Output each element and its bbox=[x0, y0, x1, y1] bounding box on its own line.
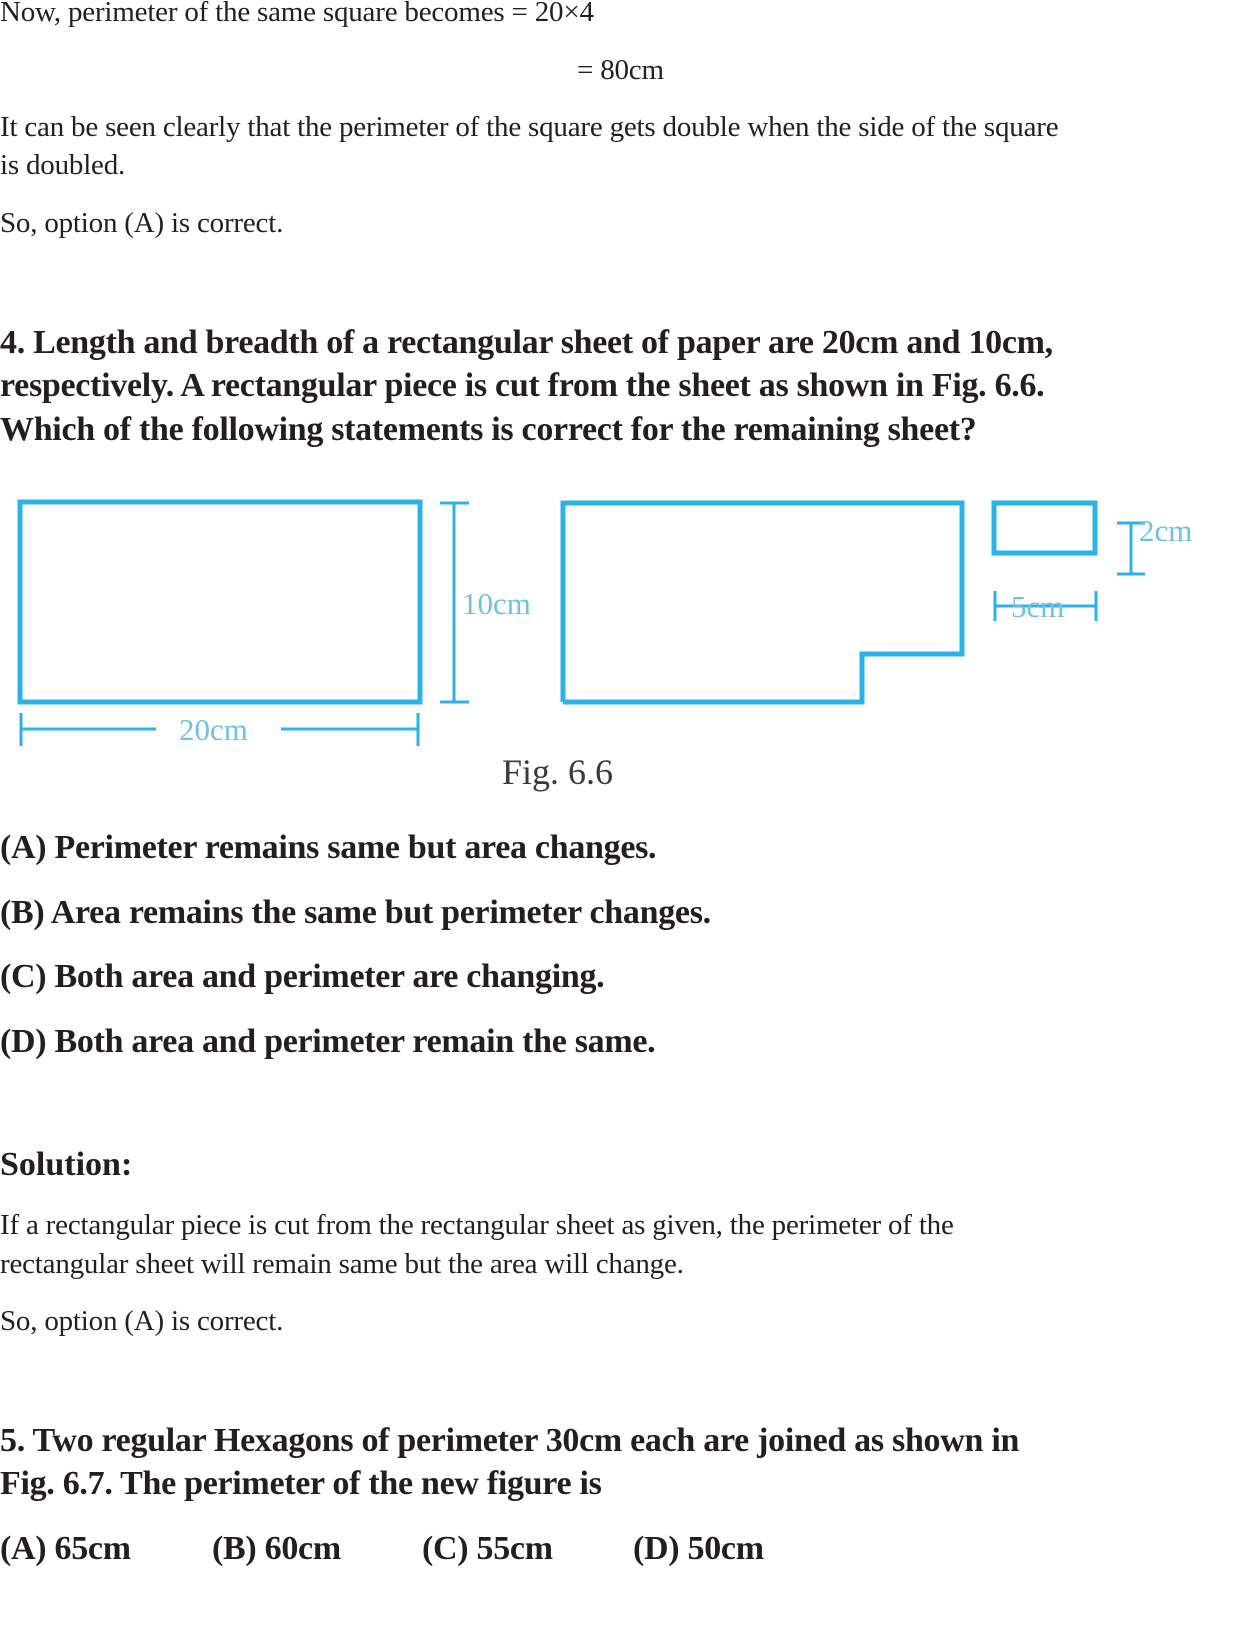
prev-solution-line-1: Now, perimeter of the same square becomes = 20×4 bbox=[0, 0, 594, 28]
question-5-line-2: Fig. 6.7. The perimeter of the new figure is bbox=[0, 1465, 602, 1502]
cut-piece bbox=[994, 503, 1095, 553]
question-4-line-2: respectively. A rectangular piece is cut from the sheet as shown in Fig. 6.6. bbox=[0, 367, 1045, 404]
breadth-label: 10cm bbox=[462, 586, 531, 621]
solution-conclusion: So, option (A) is correct. bbox=[0, 1305, 284, 1337]
option-a: (A) Perimeter remains same but area changes. bbox=[0, 829, 657, 866]
option-b: (B) Area remains the same but perimeter changes. bbox=[0, 894, 711, 931]
prev-solution-line-4: is doubled. bbox=[0, 149, 126, 181]
full-rectangle bbox=[20, 502, 420, 702]
question-4-line-3: Which of the following statements is correct for the remaining sheet? bbox=[0, 411, 977, 448]
option-c: (C) Both area and perimeter are changing. bbox=[0, 958, 605, 995]
cut-height-label: 2cm bbox=[1139, 513, 1193, 548]
solution-line-2: rectangular sheet will remain same but the area will change. bbox=[0, 1248, 684, 1280]
question-4-line-1: 4. Length and breadth of a rectangular sheet of paper are 20cm and 10cm, bbox=[0, 324, 1053, 361]
prev-solution-line-2: = 80cm bbox=[577, 54, 664, 86]
solution-heading: Solution: bbox=[0, 1146, 133, 1183]
figure-6-6 bbox=[0, 480, 1253, 760]
length-label: 20cm bbox=[179, 712, 248, 747]
prev-solution-conclusion: So, option (A) is correct. bbox=[0, 207, 284, 239]
figure-caption: Fig. 6.6 bbox=[502, 752, 614, 792]
question-5-line-1: 5. Two regular Hexagons of perimeter 30cm each are joined as shown in bbox=[0, 1422, 1020, 1459]
q5-option-b: (B) 60cm bbox=[212, 1530, 341, 1567]
option-d: (D) Both area and perimeter remain the same. bbox=[0, 1023, 656, 1060]
remaining-sheet bbox=[563, 503, 962, 702]
cut-width-label: 5cm bbox=[1011, 589, 1065, 624]
q5-option-c: (C) 55cm bbox=[422, 1530, 553, 1567]
q5-option-d: (D) 50cm bbox=[633, 1530, 764, 1567]
solution-line-1: If a rectangular piece is cut from the rectangular sheet as given, the perimeter of the bbox=[0, 1209, 954, 1241]
q5-option-a: (A) 65cm bbox=[0, 1530, 131, 1567]
prev-solution-line-3: It can be seen clearly that the perimeter of the square gets double when the side of the square bbox=[0, 111, 1059, 143]
